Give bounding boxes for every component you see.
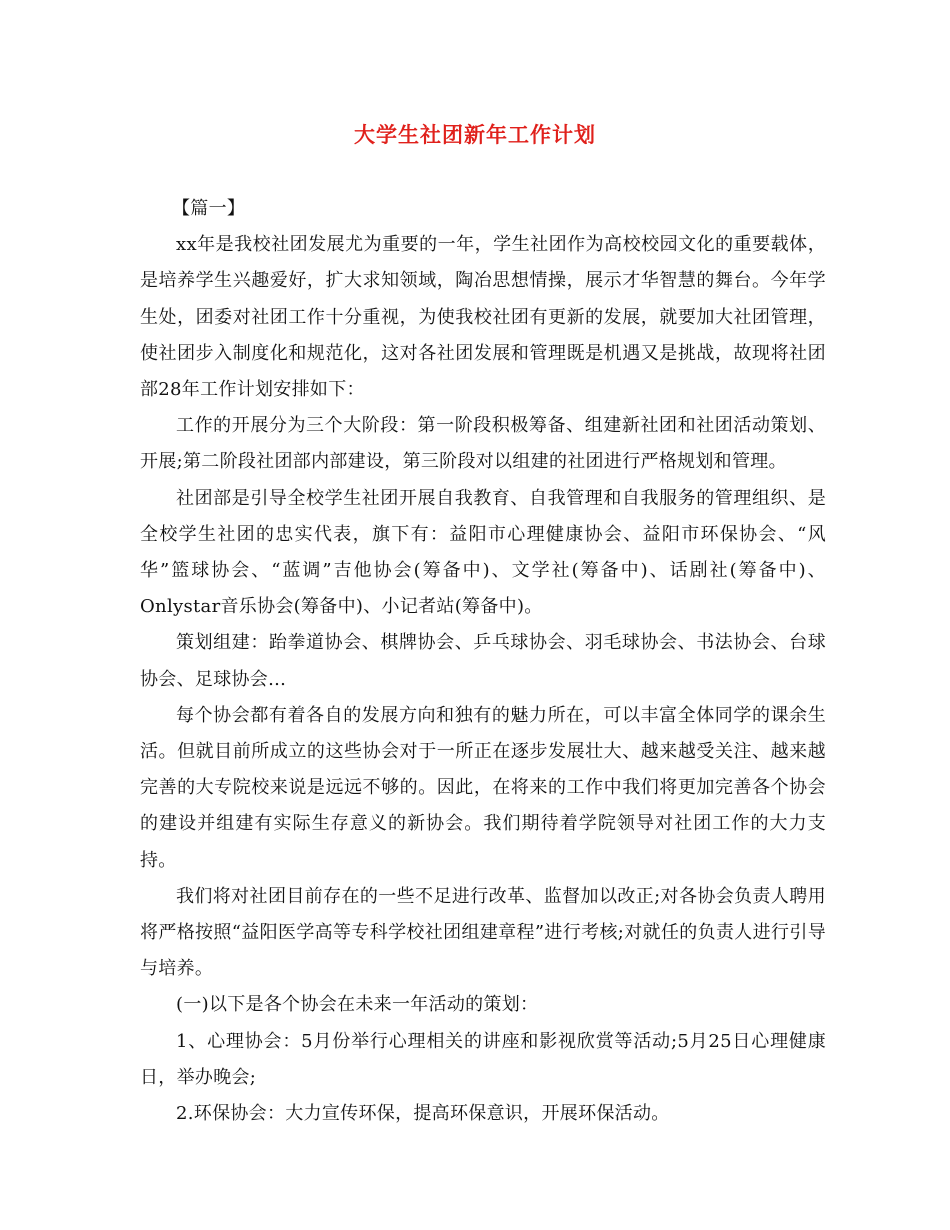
paragraph-environment-association: 2.环保协会：大力宣传环保，提高环保意识，开展环保活动。	[176, 1103, 670, 1125]
paragraph-plan-intro: (一)以下是各个协会在未来一年活动的策划：	[176, 994, 539, 1016]
document-title: 大学生社团新年工作计划	[354, 122, 596, 147]
paragraph-reform: 我们将对社团目前存在的一些不足进行改革、监督加以改正;对各协会负责人聘用将严格按照“益阳医学高等专科学校社团组建章程”进行考核;对就任的负责人进行引导与培养。	[140, 885, 826, 980]
paragraph-psychology-association: 1、心理协会：5月份举行心理相关的讲座和影视欣赏等活动;5月25日心理健康日，举办晚会;	[140, 1030, 826, 1088]
paragraph-club-department: 社团部是引导全校学生社团开展自我教育、自我管理和自我服务的管理组织、是全校学生社团的忠实代表，旗下有：益阳市心理健康协会、益阳市环保协会、“风华”篮球协会、“蓝调”吉他协会(筹备中)、文学社(筹备中)、话剧社(筹备中)、Onlystar音乐协会(筹备中)、小记者站(筹备中)。	[140, 487, 826, 618]
paragraph-stages: 工作的开展分为三个大阶段：第一阶段积极筹备、组建新社团和社团活动策划、开展;第二阶段社团部内部建设，第三阶段对以组建的社团进行严格规划和管理。	[140, 415, 826, 473]
paragraph-development: 每个协会都有着各自的发展方向和独有的魅力所在，可以丰富全体同学的课余生活。但就目前所成立的这些协会对于一所正在逐步发展壮大、越来越受关注、越来越完善的大专院校来说是远远不够的。因此，在将来的工作中我们将更加完善各个协会的建设并组建有实际生存意义的新协会。我们期待着学院领导对社团工作的大力支持。	[140, 704, 826, 871]
paragraph-planned-clubs: 策划组建：跆拳道协会、棋牌协会、乒乓球协会、羽毛球协会、书法协会、台球协会、足球协会...	[140, 632, 826, 690]
section-heading: 【篇一】	[172, 198, 246, 219]
paragraph-intro: xx年是我校社团发展尤为重要的一年，学生社团作为高校校园文化的重要载体，是培养学生兴趣爱好，扩大求知领域，陶冶思想情操，展示才华智慧的舞台。今年学生处，团委对社团工作十分重视，为使我校社团有更新的发展，就要加大社团管理，使社团步入制度化和规范化，这对各社团发展和管理既是机遇又是挑战，故现将社团部28年工作计划安排如下：	[140, 234, 826, 401]
document-body	[140, 191, 826, 1132]
